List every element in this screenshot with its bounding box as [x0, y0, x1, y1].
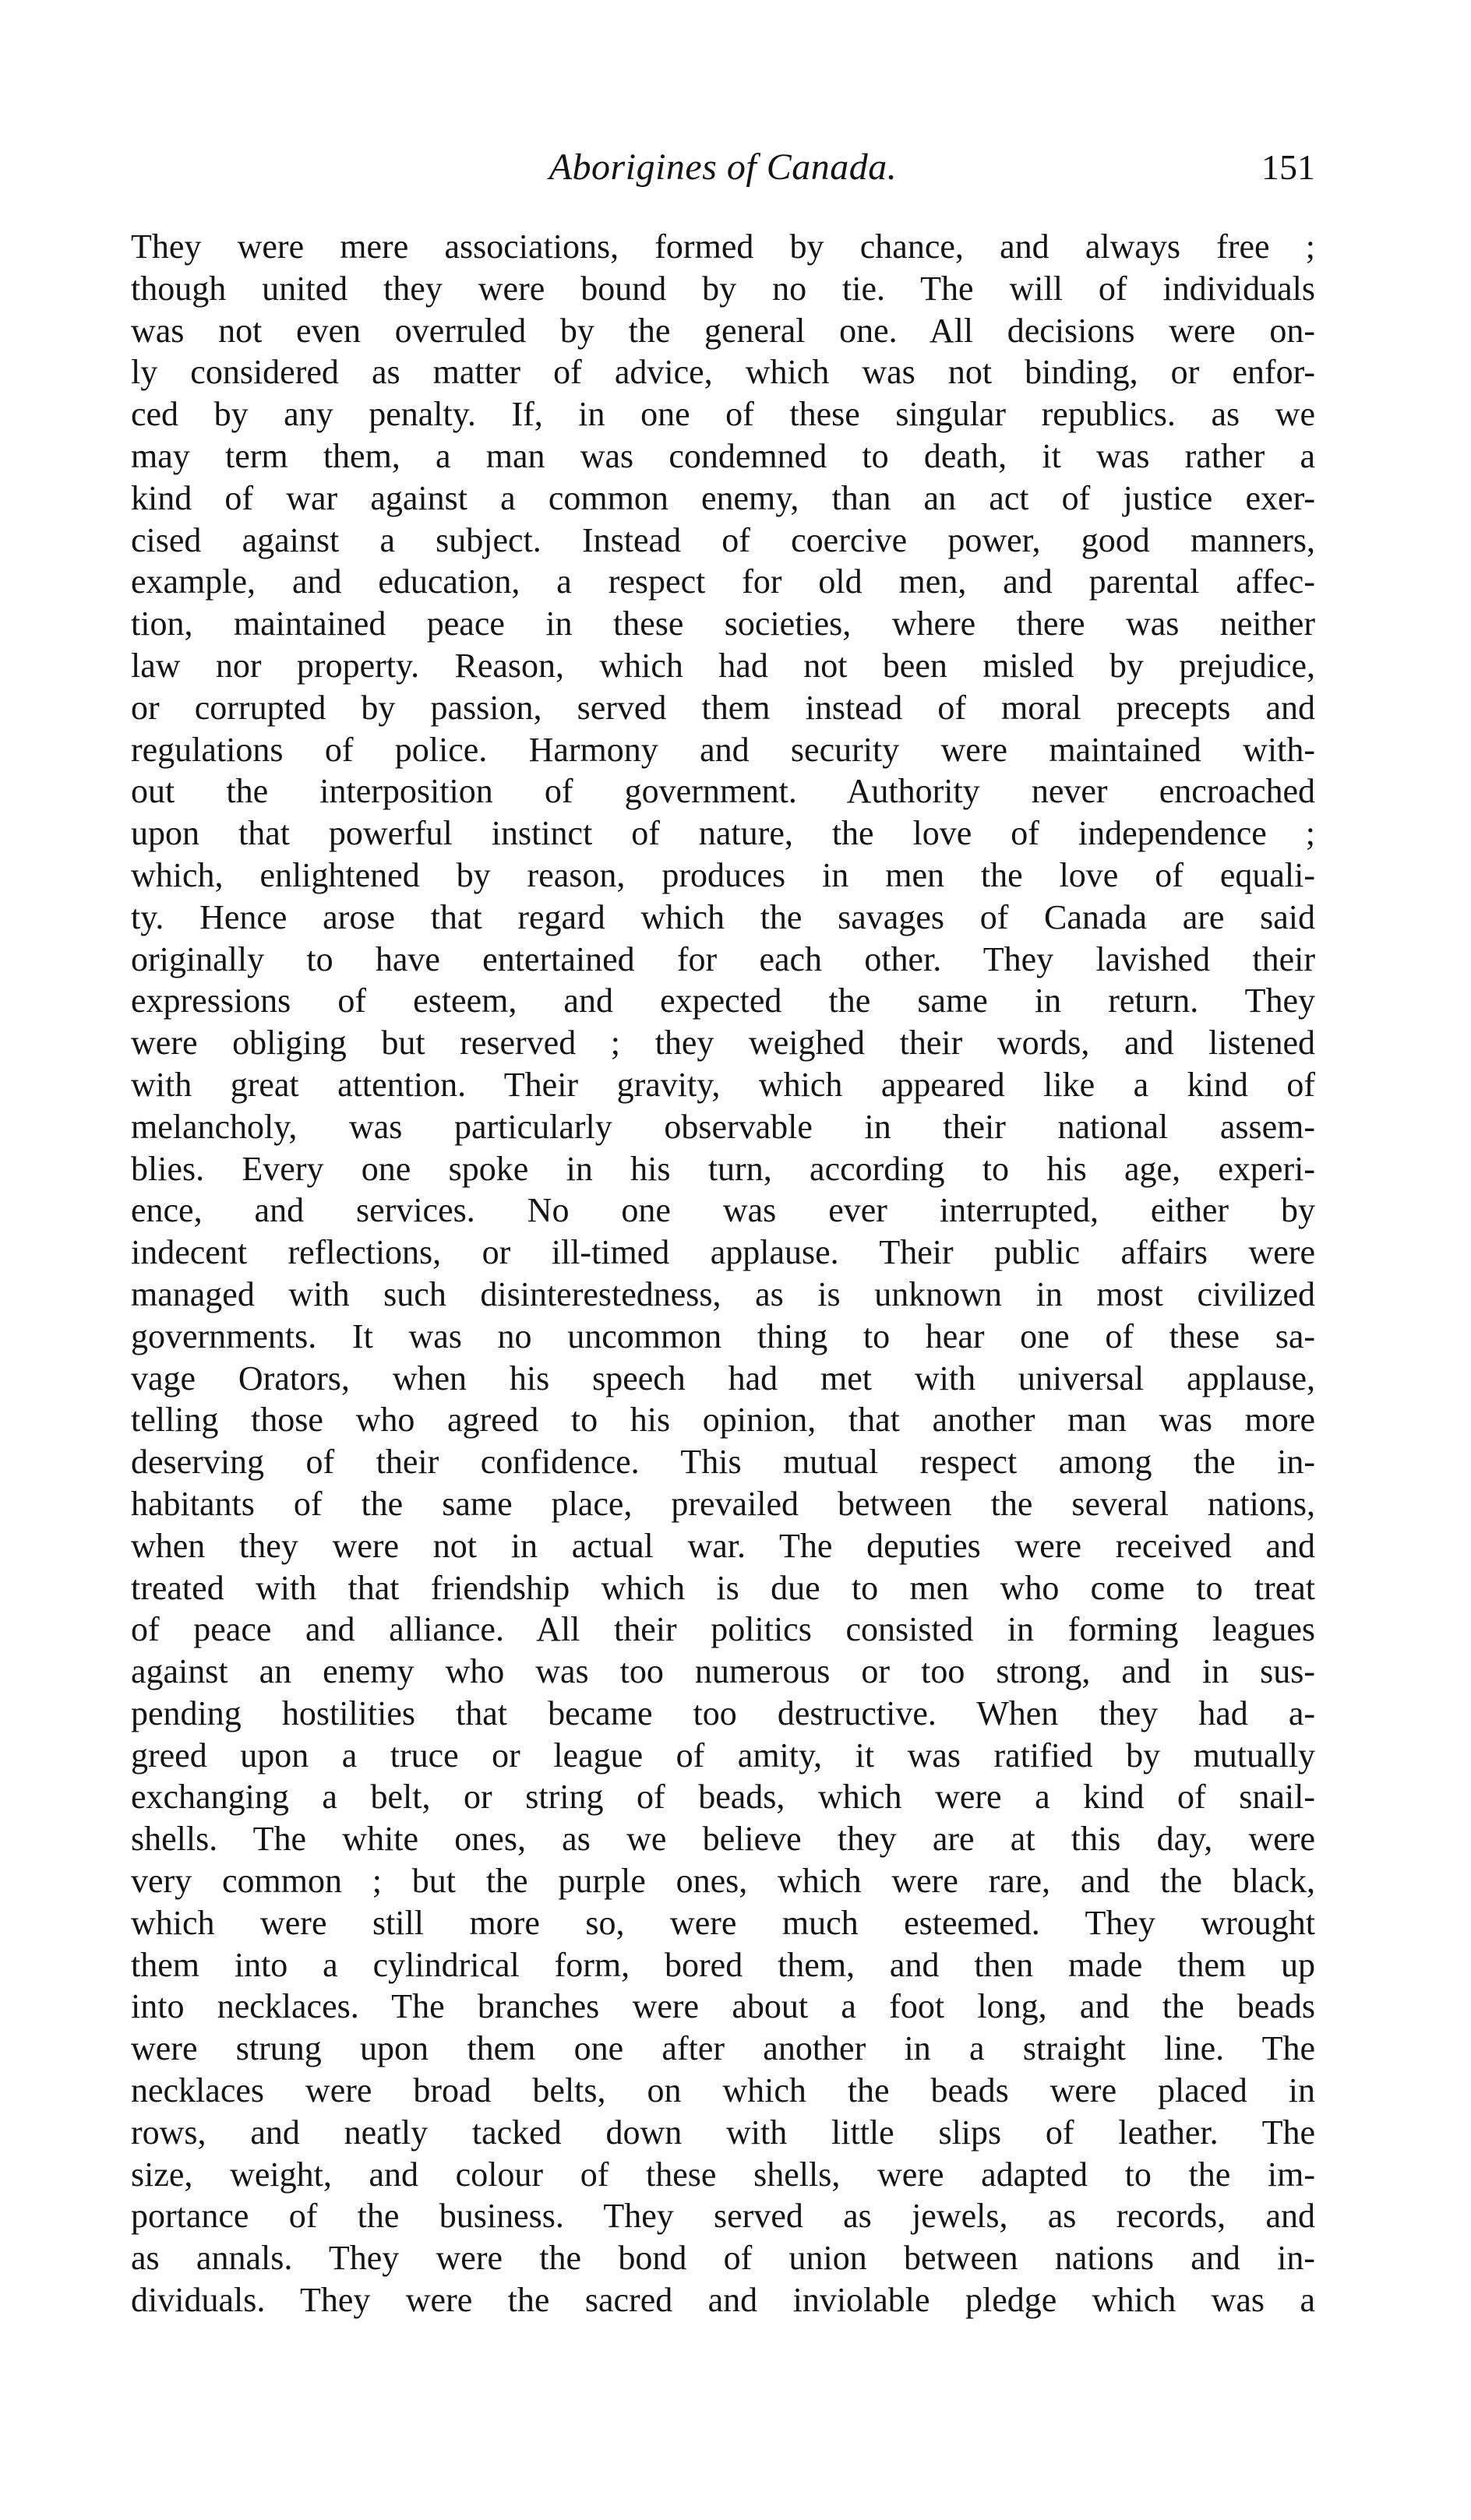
text-line: habitants of the same place, prevailed between the several nations,	[131, 1484, 1315, 1523]
text-line: which, enlightened by reason, produces in men the love of equali-	[131, 855, 1315, 894]
text-line: was not even overruled by the general one. All decisions were on-	[131, 311, 1315, 350]
text-line: when they were not in actual war. The deputies were received and	[131, 1526, 1315, 1565]
running-head	[131, 140, 1315, 195]
text-line: out the interposition of government. Authority never encroached	[131, 772, 1315, 811]
text-line: with great attention. Their gravity, which appeared like a kind of	[131, 1065, 1315, 1104]
text-line: vage Orators, when his speech had met with universal applause,	[131, 1359, 1315, 1397]
body-text	[131, 226, 1315, 2321]
text-line: greed upon a truce or league of amity, it was ratified by mutually	[131, 1736, 1315, 1775]
text-line: were strung upon them one after another in a straight line. The	[131, 2029, 1315, 2068]
text-line: tion, maintained peace in these societies, where there was neither	[131, 604, 1315, 643]
text-line: though united they were bound by no tie. The will of individuals	[131, 269, 1315, 308]
text-line: example, and education, a respect for old men, and parental affec-	[131, 562, 1315, 601]
running-title: Aborigines of Canada.	[549, 146, 898, 188]
text-line: may term them, a man was condemned to death, it was rather a	[131, 436, 1315, 475]
page-number: 151	[1261, 147, 1315, 187]
text-line: upon that powerful instinct of nature, the love of independence ;	[131, 814, 1315, 853]
text-line: telling those who agreed to his opinion, that another man was more	[131, 1401, 1315, 1440]
text-line: expressions of esteem, and expected the same in return. They	[131, 982, 1315, 1020]
text-line: cised against a subject. Instead of coercive power, good manners,	[131, 520, 1315, 559]
text-line: which were still more so, were much esteemed. They wrought	[131, 1903, 1315, 1942]
text-line: ly considered as matter of advice, which was not binding, or enfor-	[131, 353, 1315, 392]
text-line: dividuals. They were the sacred and inviolable pledge which was a	[131, 2281, 1315, 2320]
text-line: as annals. They were the bond of union between nations and in-	[131, 2239, 1315, 2278]
text-line: necklaces were broad belts, on which the beads were placed in	[131, 2071, 1315, 2110]
text-line: melancholy, was particularly observable in their national assem-	[131, 1107, 1315, 1146]
text-line: regulations of police. Harmony and security were maintained with-	[131, 730, 1315, 769]
text-line: originally to have entertained for each other. They lavished their	[131, 939, 1315, 978]
text-line: pending hostilities that became too destructive. When they had a-	[131, 1694, 1315, 1732]
text-line: treated with that friendship which is due to men who come to treat	[131, 1568, 1315, 1607]
text-line: portance of the business. They served as jewels, as records, and	[131, 2197, 1315, 2236]
text-line: into necklaces. The branches were about a foot long, and the beads	[131, 1987, 1315, 2026]
text-line: kind of war against a common enemy, than an act of justice exer-	[131, 478, 1315, 517]
text-line: exchanging a belt, or string of beads, which were a kind of snail-	[131, 1778, 1315, 1817]
text-line: rows, and neatly tacked down with little slips of leather. The	[131, 2113, 1315, 2152]
text-line: very common ; but the purple ones, which were rare, and the black,	[131, 1862, 1315, 1901]
text-line: governments. It was no uncommon thing to hear one of these sa-	[131, 1316, 1315, 1355]
text-line: law nor property. Reason, which had not been misled by prejudice,	[131, 646, 1315, 685]
text-line: managed with such disinterestedness, as is unknown in most civilized	[131, 1274, 1315, 1313]
text-line: against an enemy who was too numerous or too strong, and in sus-	[131, 1652, 1315, 1691]
text-line: or corrupted by passion, served them instead of moral precepts and	[131, 688, 1315, 727]
text-line: them into a cylindrical form, bored them, and then made them up	[131, 1945, 1315, 1984]
text-line: deserving of their confidence. This mutual respect among the in-	[131, 1443, 1315, 1482]
text-line: ty. Hence arose that regard which the savages of Canada are said	[131, 897, 1315, 936]
text-line: size, weight, and colour of these shells, were adapted to the im-	[131, 2155, 1315, 2194]
text-line: shells. The white ones, as we believe they are at this day, were	[131, 1820, 1315, 1859]
text-line: of peace and alliance. All their politics consisted in forming leagues	[131, 1610, 1315, 1649]
text-line: ence, and services. No one was ever interrupted, either by	[131, 1191, 1315, 1230]
text-line: were obliging but reserved ; they weighed their words, and listened	[131, 1024, 1315, 1063]
text-line: blies. Every one spoke in his turn, according to his age, experi-	[131, 1149, 1315, 1188]
text-line: They were mere associations, formed by chance, and always free ;	[131, 227, 1315, 266]
text-line: indecent reflections, or ill-timed applause. Their public affairs were	[131, 1233, 1315, 1272]
text-line: ced by any penalty. If, in one of these singular republics. as we	[131, 395, 1315, 434]
